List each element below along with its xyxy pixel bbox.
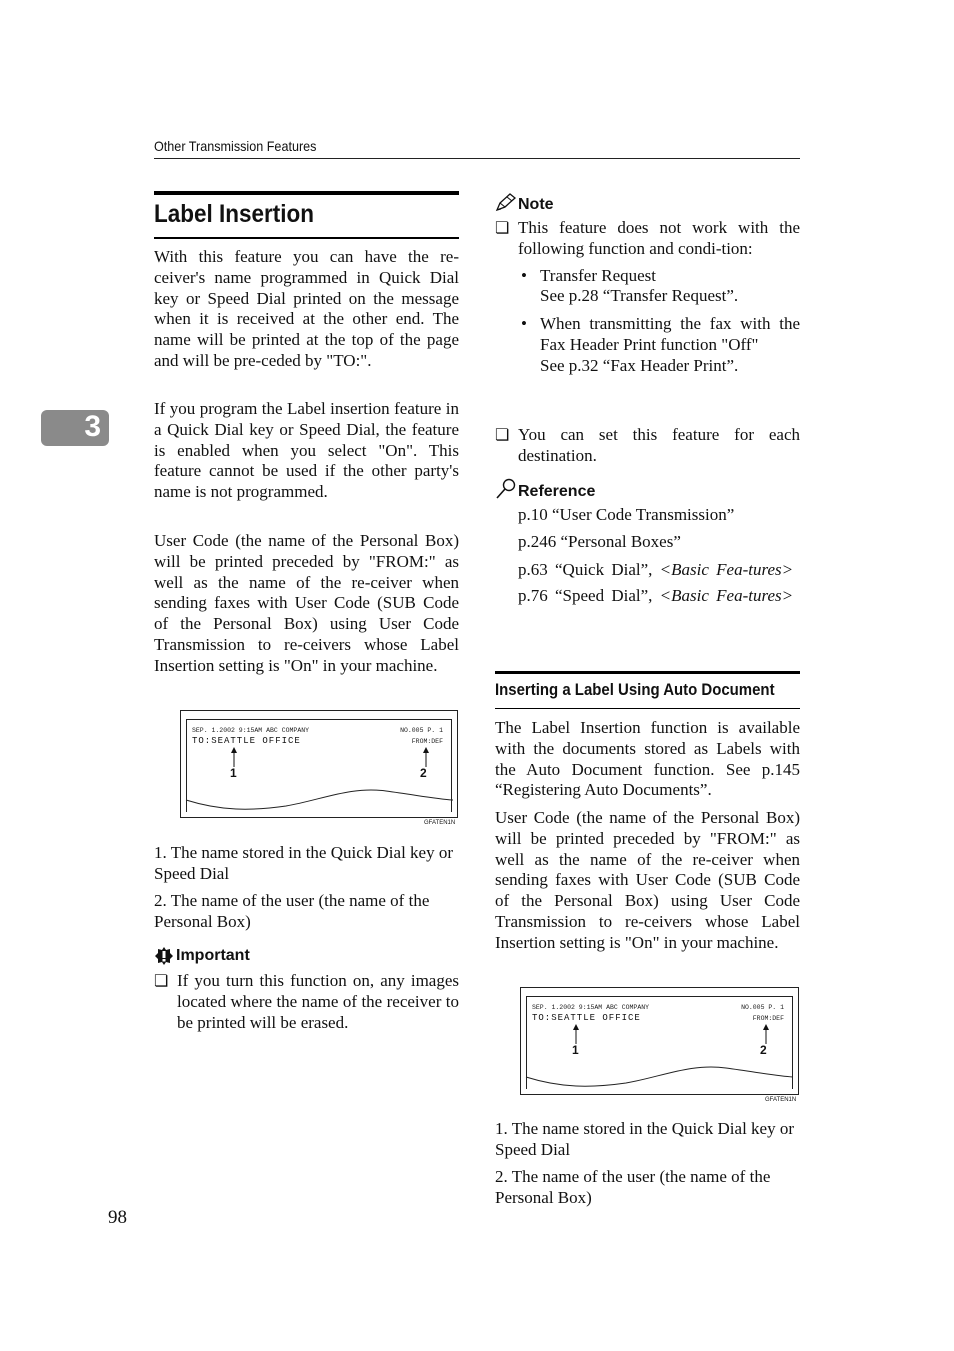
section-title: Label Insertion xyxy=(154,200,315,228)
reference-label: Reference xyxy=(518,483,596,500)
note-bullet-2-text: When transmitting the fax with the Fax Header Print function "Off" xyxy=(540,314,800,354)
checkbox-icon: ❏ xyxy=(495,427,510,444)
reference-link-1[interactable]: p.10 “User Code Transmission” xyxy=(518,505,735,524)
fax-label-figure xyxy=(180,710,458,818)
reference-link-4[interactable]: p.76 “Speed Dial”, <Basic Fea-tures> xyxy=(518,586,794,606)
subsection-caption-1: 1. The name stored in the Quick Dial key or Speed Dial xyxy=(495,1119,794,1159)
callout-arrows xyxy=(181,711,459,819)
important-item xyxy=(154,971,459,1033)
fax-label-figure-2 xyxy=(520,987,799,1095)
running-header: Other Transmission Features xyxy=(154,138,317,154)
important-icon xyxy=(154,946,174,966)
important-label: Important xyxy=(176,947,250,964)
fax-from-line: FROM:DEF xyxy=(752,1015,784,1022)
note-item-1 xyxy=(495,218,800,377)
callout-1: 1 xyxy=(230,766,237,780)
fax-header-right: NO.005 P. 1 xyxy=(400,727,443,734)
callout-1: 1 xyxy=(572,1043,579,1057)
intro-paragraph: With this feature you can have the re-ceiver's name programmed in Quick Dial key or Speed Dial printed on the message when it is received at the other end. The name will be printed at the top of the page and will be pre-ceded by "TO:". xyxy=(154,247,459,370)
note-bullet-1 xyxy=(518,266,800,308)
magnifier-icon xyxy=(495,478,517,500)
subsection-user-code-paragraph: User Code (the name of the Personal Box) will be printed preceded by "FROM:" as well as the name of the re-ceiver when sending faxes with User Code (SUB Code of the Personal Box) using User Code Transmission to re-ceivers whose Label Insertion setting is "On" in your machine. xyxy=(495,808,800,952)
section-title-bottom-rule xyxy=(154,237,459,239)
chapter-tab xyxy=(41,410,109,446)
chapter-number: 3 xyxy=(84,410,101,443)
checkbox-icon: ❏ xyxy=(154,973,169,990)
callout-2: 2 xyxy=(420,766,427,780)
callout-2: 2 xyxy=(760,1043,767,1057)
subsection-title-bottom-rule xyxy=(495,708,800,709)
page-number: 98 xyxy=(108,1207,127,1228)
callout-arrows xyxy=(521,988,800,1096)
header-rule xyxy=(154,158,800,159)
reference-link-2[interactable]: p.246 “Personal Boxes” xyxy=(518,531,681,551)
subsection-title: Inserting a Label Using Auto Document xyxy=(495,680,775,699)
note-bullet-1-see: See p.28 “Transfer Request”. xyxy=(540,286,739,306)
program-paragraph: If you program the Label insertion feature in a Quick Dial key or Speed Dial, the feature is enabled when you select "On". This feature cannot be used if the other party's name is not programmed. xyxy=(154,399,459,502)
bullet-icon: • xyxy=(521,265,527,285)
fax-to-line: TO:SEATTLE OFFICE xyxy=(192,736,301,746)
figure-code: GFATEN1N xyxy=(424,820,456,826)
fax-to-line: TO:SEATTLE OFFICE xyxy=(532,1013,641,1023)
pencil-icon xyxy=(495,193,517,213)
auto-document-paragraph: The Label Insertion function is available with the documents stored as Labels with the Auto Document function. See p.145 “Registering Auto Documents”. xyxy=(495,718,800,800)
reference-link-3[interactable]: p.63 “Quick Dial”, <Basic Fea-tures> xyxy=(518,559,794,579)
fax-header-left: SEP. 1.2002 9:15AM ABC COMPANY xyxy=(192,727,310,734)
checkbox-icon: ❏ xyxy=(495,220,510,237)
fax-header-left: SEP. 1.2002 9:15AM ABC COMPANY xyxy=(532,1004,650,1011)
note-item-1-text: This feature does not work with the following function and condi-tion: xyxy=(518,218,800,258)
note-bullet-1-text: Transfer Request xyxy=(540,265,656,285)
section-title-top-rule xyxy=(154,191,459,195)
important-text: If you turn this function on, any images located where the name of the receiver to be printed will be erased. xyxy=(177,971,459,1032)
note-item-2-text: You can set this feature for each destination. xyxy=(518,425,800,465)
caption-2: 2. The name of the user (the name of the Personal Box) xyxy=(154,891,430,931)
fax-header-right: NO.005 P. 1 xyxy=(741,1004,784,1011)
note-bullet-2 xyxy=(518,314,800,376)
bullet-icon: • xyxy=(521,314,527,334)
subsection-title-top-rule xyxy=(495,671,800,674)
caption-1: 1. The name stored in the Quick Dial key or Speed Dial xyxy=(154,843,453,883)
figure-code: GFATEN1N xyxy=(765,1097,797,1103)
note-item-2 xyxy=(495,425,800,467)
note-label: Note xyxy=(518,196,554,213)
subsection-caption-2: 2. The name of the user (the name of the Personal Box) xyxy=(495,1167,771,1207)
user-code-paragraph: User Code (the name of the Personal Box) will be printed preceded by "FROM:" as well as the name of the re-ceiver when sending faxes with User Code (SUB Code of the Personal Box) using User Code Transmission to re-ceivers whose Label Insertion setting is "On" in your machine. xyxy=(154,531,459,675)
fax-from-line: FROM:DEF xyxy=(411,738,443,745)
reference-list xyxy=(518,505,800,607)
note-bullet-2-see: See p.32 “Fax Header Print”. xyxy=(540,355,739,375)
